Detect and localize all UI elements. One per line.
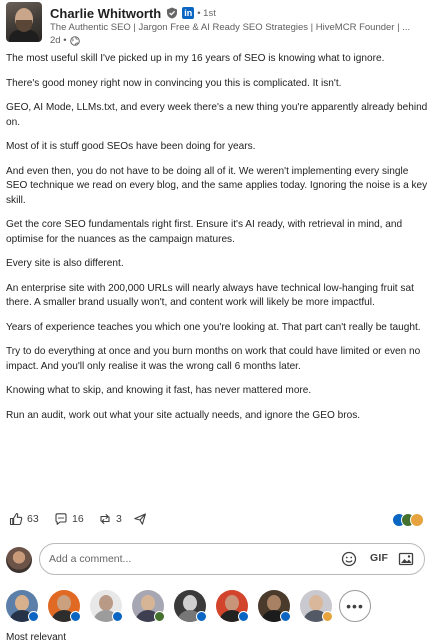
repost-icon <box>98 512 112 526</box>
connection-degree: • 1st <box>197 7 216 19</box>
likes-count: 63 <box>27 513 39 525</box>
post-body <box>6 52 428 434</box>
like-button[interactable] <box>9 512 39 526</box>
post-paragraph: Get the core SEO fundamentals right first. Ensure it's AI ready, with retrieval in mind, and optimise for the nuances as the campaign matures. <box>6 219 403 245</box>
repost-button[interactable] <box>98 512 122 526</box>
post-paragraph: GEO, AI Mode, LLMs.txt, and every week there's a new thing you're apparently already behind on. <box>6 102 428 128</box>
like-badge-icon <box>238 611 249 622</box>
comment-placeholder: Add a comment... <box>49 553 132 565</box>
post-paragraph: And even then, you do not have to be doing all of it. We weren't implementing every single SEO technique we read on every blog, and the same applies today. Ignoring the noise is a key skill. <box>6 165 428 206</box>
post-time: 2d • <box>50 35 67 46</box>
post-paragraph: There's good money right now in convincing you this is complicated. It isn't. <box>6 77 342 89</box>
reaction-summary[interactable] <box>392 513 426 527</box>
post-paragraph: Try to do everything at once and you burn months on work that could have limited or even no impact. And you'll only realise it was the wrong call 6 months later. <box>6 346 421 372</box>
post-paragraph: Run an audit, work out what your site actually needs, and ignore the GEO bros. <box>6 409 361 421</box>
post-paragraph: Years of experience teaches you which one you're looking at. That part can't really be taught. <box>6 321 421 333</box>
verified-icon <box>166 7 178 19</box>
comment-composer <box>6 543 428 575</box>
post-paragraph: An enterprise site with 200,000 URLs will nearly always have technical low-hanging fruit sat there. A smaller brand usually won't, and content work will likely be more impactful. <box>6 282 414 309</box>
insightful-badge-icon <box>322 611 333 622</box>
comment-input[interactable] <box>39 543 425 575</box>
post-paragraph: Knowing what to skip, and knowing it fast, has never mattered more. <box>6 385 312 397</box>
comments-count: 16 <box>72 513 84 525</box>
celebrate-badge-icon <box>154 611 165 622</box>
like-badge-icon <box>196 611 207 622</box>
post-paragraph: The most useful skill I've picked up in my 16 years of SEO is knowing what to ignore. <box>6 53 385 64</box>
my-avatar <box>6 547 32 573</box>
author-headline: The Authentic SEO | Jargon Free & AI Ready SEO Strategies | HiveMCR Founder | ... <box>50 22 411 33</box>
image-icon[interactable] <box>398 551 414 567</box>
author-avatar[interactable] <box>6 2 42 42</box>
post-meta <box>50 35 80 46</box>
like-badge-icon <box>280 611 291 622</box>
send-button[interactable] <box>133 512 147 526</box>
post-header <box>6 2 431 46</box>
engagement-bar <box>6 512 428 528</box>
send-icon <box>133 512 147 526</box>
comments-sort[interactable]: Most relevant <box>6 632 67 640</box>
linkedin-badge-icon: in <box>184 8 193 18</box>
post-paragraph: Most of it is stuff good SEOs have been doing for years. <box>6 141 256 153</box>
like-badge-icon <box>70 611 81 622</box>
post-paragraph: Every site is also different. <box>6 258 124 270</box>
like-badge-icon <box>112 611 123 622</box>
globe-icon <box>70 36 80 46</box>
reposts-count: 3 <box>116 513 122 525</box>
like-badge-icon <box>28 611 39 622</box>
gif-button[interactable]: GIF <box>370 552 389 564</box>
emoji-icon[interactable] <box>341 551 357 567</box>
insightful-reaction-icon <box>410 513 424 527</box>
author-name-line <box>50 5 216 21</box>
comment-icon <box>54 512 68 526</box>
reactor-avatars <box>6 590 428 622</box>
thumbs-up-icon <box>9 512 23 526</box>
more-reactors-button[interactable]: ••• <box>339 590 371 622</box>
author-name[interactable]: Charlie Whitworth <box>50 5 162 21</box>
comment-button[interactable] <box>54 512 84 526</box>
